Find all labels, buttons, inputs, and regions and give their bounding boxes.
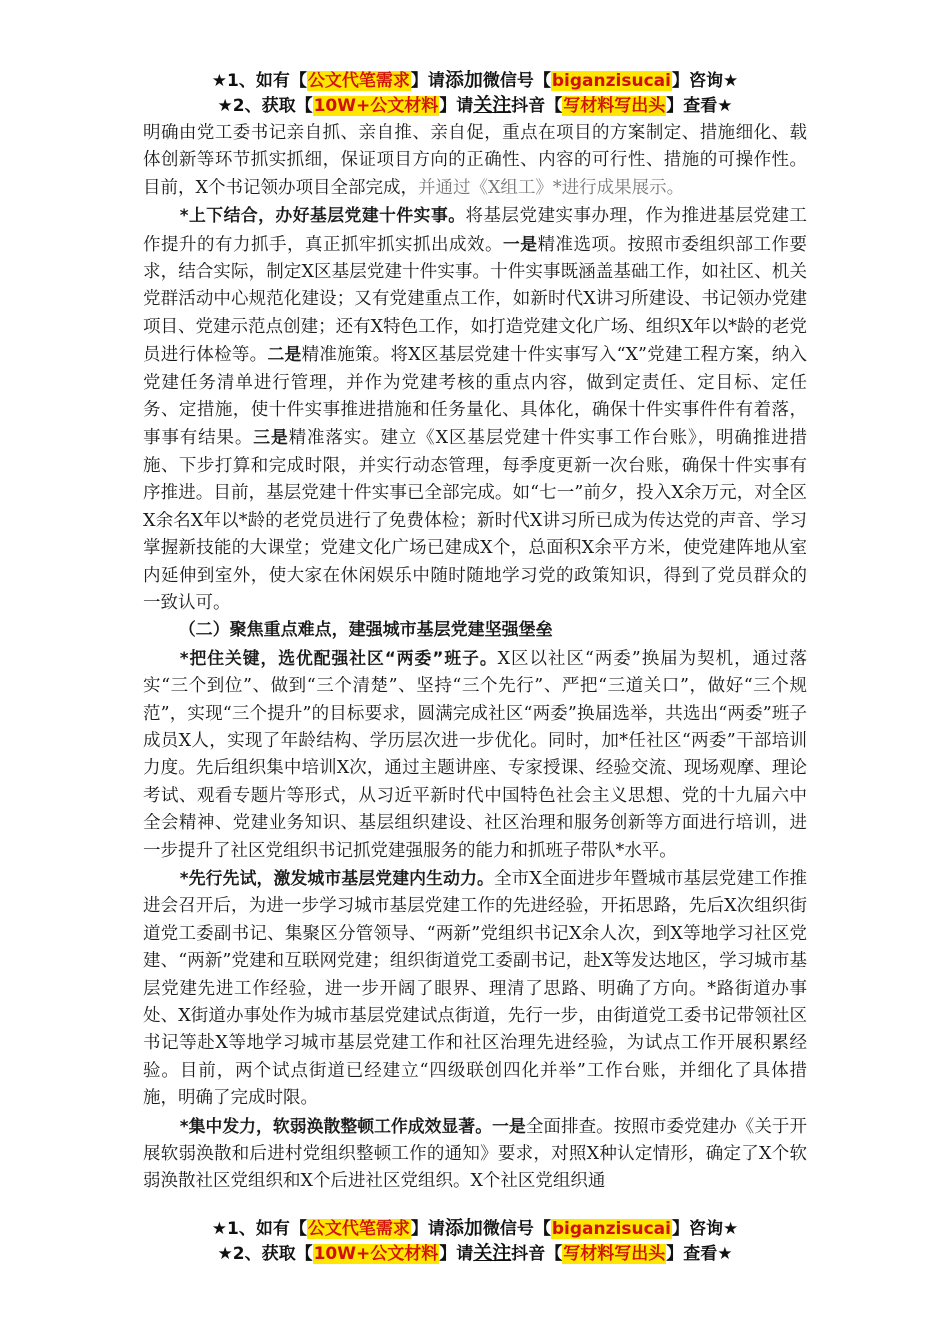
document-body [143, 120, 807, 1196]
banner-line-2: ★2、获取【10W+公文材料】请关注抖音【写材料写出头】查看★ [217, 1242, 733, 1264]
wechat-id[interactable]: biganzisucai [551, 71, 671, 91]
highlight-service: 公文代笔需求 [307, 1219, 410, 1239]
top-banner [0, 68, 950, 118]
banner-line-1: ★1、如有【公文代笔需求】请添加微信号【biganzisucai】咨询★ [211, 1217, 739, 1239]
paragraph-heading: *把住关键，选优配强社区“两委”班子。 [179, 647, 498, 668]
paragraph-4: *先行先试，激发城市基层党建内生动力。全市X全面进步年暨城市基层党建工作推进会召开后，为进一步学习城市基层党建工作的先进经验，开拓思路，先后X次组织街道党工委副书记、集聚区分管领导、“两新”党组织书记X余人次，到X等地学习社区党建、“两新”党建和互联网党建；组织街道党工委副书记，赴X等发达地区，学习城市基层党建先进工作经验，进一步开阔了眼界、理清了思路、明确了方向。*路街道办事处、X街道办事处作为城市基层党建试点街道，先行一步，由街道党工委书记带领社区书记等赴X等地学习城市基层党建工作和社区治理先进经验，为试点工作开展积累经验。目前，两个试点街道已经建立“四级联创四化并举”工作台账，并细化了具体措施，明确了完成时限。 [143, 867, 807, 1109]
paragraph-1: 明确由党工委书记亲自抓、亲自推、亲自促，重点在项目的方案制定、措施细化、载体创新等环节抓实抓细，保证项目方向的正确性、内容的可行性、措施的可操作性。目前，X个书记领办项目全部完成，并通过《X组工》*进行成果展示。 [143, 123, 807, 198]
paragraph-5: *集中发力，软弱涣散整顿工作成效显著。一是全面排查。按照市委党建办《关于开展软弱涣散和后进村党组织整顿工作的通知》要求，对照X种认定情形，确定了X个软弱涣散社区党组织和X个后进社区党组织。X个社区党组织通 [143, 1115, 808, 1192]
paragraph-heading: *先行先试，激发城市基层党建内生动力。 [179, 867, 494, 888]
douyin-account[interactable]: 写材料写出头 [563, 1244, 666, 1264]
paragraph-heading: *集中发力，软弱涣散整顿工作成效显著。 [179, 1115, 493, 1136]
section-subheading: （二）聚焦重点难点，建强城市基层党建坚强堡垒 [178, 620, 553, 641]
banner-line-2: ★2、获取【10W+公文材料】请关注抖音【写材料写出头】查看★ [217, 94, 733, 116]
highlight-materials: 10W+公文材料 [313, 96, 439, 116]
paragraph-heading: *上下结合，办好基层党建十件实事。 [179, 205, 466, 226]
paragraph-2: *上下结合，办好基层党建十件实事。将基层党建实事办理，作为推进基层党建工作提升的有力抓手，真正抓牢抓实抓出成效。一是精准选项。按照市委组织部工作要求，结合实际，制定X区基层党建十件实事。十件实事既涵盖基础工作，如社区、机关党群活动中心规范化建设；又有党建重点工作，如新时代X讲习所建设、书记领办党建项目、党建示范点创建；还有X特色工作，如打造党建文化广场、组织X年以*龄的老党员进行体检等。二是精准施策。将X区基层党建十件实事写入“X”党建工程方案，纳入党建任务清单进行管理，并作为党建考核的重点内容，做到定责任、定目标、定任务、定措施，使十件实事推进措施和任务量化、具体化，确保十件实事件件有着落，事事有结果。三是精准落实。建立《X区基层党建十件实事工作台账》，明确推进措施、下步打算和完成时限，并实行动态管理，每季度更新一次台账，确保十件实事有序推进。目前，基层党建十件实事已全部完成。如“七一”前夕，投入X余万元，对全区X余名X年以*龄的老党员进行了免费体检；新时代X讲习所已成为传达党的声音、学习掌握新技能的大课堂；党建文化广场已建成X个，总面积X余平方米，使党建阵地从室内延伸到室外，使大家在休闲娱乐中随时随地学习党的政策知识，得到了党员群众的一致认可。 [143, 205, 807, 613]
douyin-account[interactable]: 写材料写出头 [563, 96, 666, 116]
bottom-banner [0, 1216, 950, 1266]
paragraph-3: *把住关键，选优配强社区“两委”班子。X区以社区“两委”换届为契机，通过落实“三个到位”、做到“三个清楚”、坚持“三个先行”、严把“三道关口”，做好“三个规范”，实现“三个提升”的目标要求，圆满完成社区“两委”换届选举，共选出“两委”班子成员X人，实现了年龄结构、学历层次进一步优化。同时，加*任社区“两委”干部培训力度。先后组织集中培训X次，通过主题讲座、专家授课、经验交流、现场观摩、理论考试、观看专题片等形式，从习近平新时代中国特色社会主义思想、党的十九届六中全会精神、党建业务知识、基层组织建设、社区治理和服务创新等方面进行培训，进一步提升了社区党组织书记抓党建强服务的能力和抓班子带队*水平。 [143, 647, 807, 861]
highlight-service: 公文代笔需求 [307, 71, 410, 91]
banner-line-1: ★1、如有【公文代笔需求】请添加微信号【biganzisucai】咨询★ [211, 69, 739, 91]
wechat-id[interactable]: biganzisucai [551, 1219, 671, 1239]
highlight-materials: 10W+公文材料 [313, 1244, 439, 1264]
